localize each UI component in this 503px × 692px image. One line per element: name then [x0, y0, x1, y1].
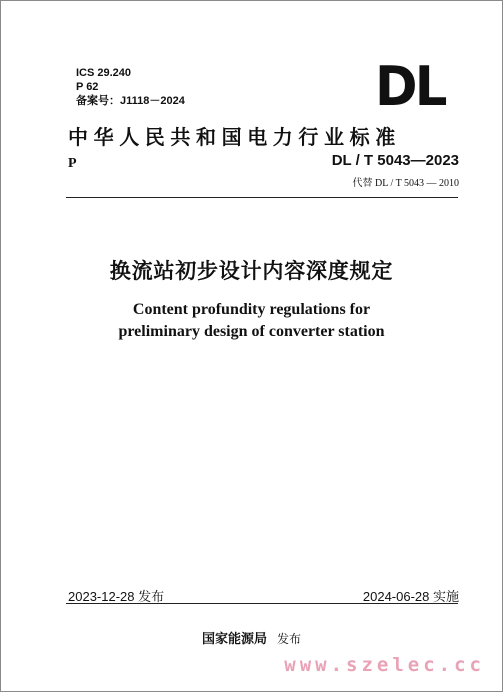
- header-divider: [66, 197, 458, 198]
- publisher: [0, 628, 503, 647]
- footer-divider: [66, 603, 458, 604]
- document-title-en: [0, 299, 503, 343]
- document-title-cn: 换流站初步设计内容深度规定: [109, 259, 394, 283]
- publisher-action: 发布: [277, 632, 302, 646]
- publisher-name: 国家能源局: [201, 632, 267, 647]
- standard-metadata: [76, 66, 185, 108]
- replaces-standard: 代替 DL / T 5043 — 2010: [352, 178, 459, 189]
- classification-code: P 62: [76, 81, 99, 93]
- title-en-line-1: Content profundity regulations for: [132, 301, 371, 318]
- implementation-date: 2024-06-28 实施: [362, 589, 459, 604]
- dl-logo: DL: [375, 55, 445, 118]
- ics-code: ICS 29.240: [76, 67, 132, 79]
- release-date: 2023-12-28 发布: [68, 589, 165, 604]
- industry-standard-title: 中华人民共和国电力行业标准: [68, 125, 401, 149]
- watermark: www.szelec.cc: [284, 654, 485, 676]
- record-number: 备案号：J1118－2024: [76, 95, 185, 107]
- title-en-line-2: preliminary design of converter station: [118, 323, 385, 340]
- category-letter: P: [68, 156, 77, 171]
- standard-number: DL / T 5043—2023: [331, 152, 459, 169]
